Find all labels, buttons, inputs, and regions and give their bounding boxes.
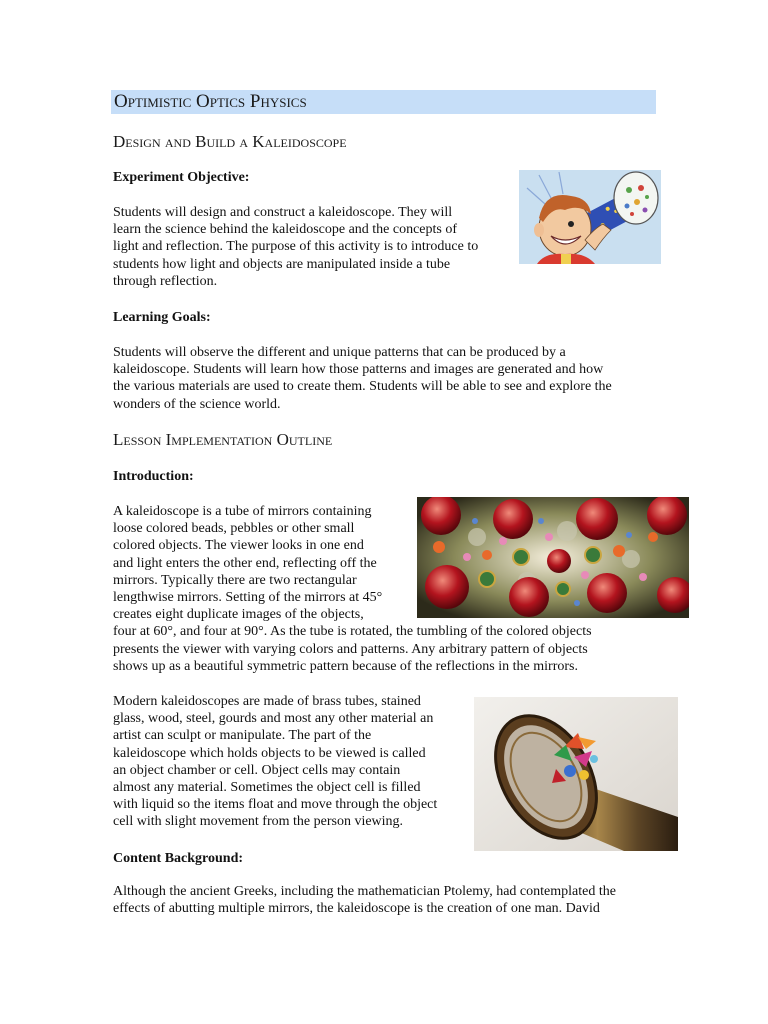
- text-line: lengthwise mirrors. Setting of the mirrors at 45°: [113, 590, 383, 606]
- text-line: the various materials are used to create them. Students will be able to see and explore the: [113, 379, 612, 395]
- content-background-paragraph: [113, 883, 616, 917]
- text-line: colored objects. The viewer looks in one end: [113, 538, 364, 554]
- objective-paragraph: [113, 204, 478, 290]
- text-line: Although the ancient Greeks, including the mathematician Ptolemy, had contemplated the: [113, 884, 616, 899]
- text-line: light and reflection. The purpose of this activity is to introduce to: [113, 239, 479, 255]
- section-heading-design: Design and Build a Kaleidoscope: [113, 132, 347, 151]
- text-line: A kaleidoscope is a tube of mirrors containing: [113, 504, 372, 519]
- document-title: Optimistic Optics Physics: [111, 90, 656, 114]
- text-line: students how light and objects are manipulated inside a tube: [113, 256, 451, 272]
- learning-goals-heading: Learning Goals:: [113, 310, 211, 325]
- object-chamber-photo: [474, 697, 678, 851]
- text-line: Students will observe the different and unique patterns that can be produced by a: [113, 345, 566, 360]
- text-line: cell with slight movement from the person viewing.: [113, 814, 404, 830]
- text-line: with liquid so the items float and move through the object: [113, 797, 438, 813]
- text-line: and light enters the other end, reflecting off the: [113, 555, 377, 571]
- text-line: Modern kaleidoscopes are made of brass tubes, stained: [113, 694, 421, 709]
- text-line: wonders of the science world.: [113, 396, 281, 412]
- text-line: glass, wood, steel, gourds and most any other material an: [113, 711, 434, 727]
- text-line: creates eight duplicate images of the objects,: [113, 607, 364, 623]
- text-line: through reflection.: [113, 273, 218, 289]
- text-line: almost any material. Sometimes the object cell is filled: [113, 780, 421, 796]
- objective-heading: Experiment Objective:: [113, 170, 250, 185]
- section-heading-lesson: Lesson Implementation Outline: [113, 430, 333, 449]
- text-line: presents the viewer with varying colors and patterns. Any arbitrary pattern of objects: [113, 641, 588, 657]
- kaleidoscope-pattern-photo: [417, 497, 689, 618]
- text-line: effects of abutting multiple mirrors, the kaleidoscope is the creation of one man. David: [113, 901, 600, 917]
- text-line: four at 60°, and four at 90°. As the tube is rotated, the tumbling of the colored objects: [113, 624, 592, 640]
- text-line: Students will design and construct a kaleidoscope. They will: [113, 205, 453, 220]
- text-line: an object chamber or cell. Object cells may contain: [113, 762, 401, 778]
- text-line: shows up as a beautiful symmetric pattern because of the reflections in the mirrors.: [113, 658, 578, 674]
- content-background-heading: Content Background:: [113, 851, 244, 866]
- learning-goals-paragraph: [113, 344, 612, 413]
- text-line: mirrors. Typically there are two rectangular: [113, 572, 357, 588]
- text-line: kaleidoscope which holds objects to be viewed is called: [113, 745, 426, 761]
- introduction-heading: Introduction:: [113, 469, 194, 484]
- text-line: learn the science behind the kaleidoscope and the concepts of: [113, 222, 458, 238]
- boy-kaleidoscope-illustration: [519, 170, 661, 264]
- text-line: kaleidoscope. Students will learn how those patterns and images are generated and how: [113, 362, 604, 378]
- modern-kaleidoscopes-paragraph: [113, 693, 437, 831]
- text-line: artist can sculpt or manipulate. The part of the: [113, 728, 372, 744]
- text-line: loose colored beads, pebbles or other small: [113, 521, 355, 537]
